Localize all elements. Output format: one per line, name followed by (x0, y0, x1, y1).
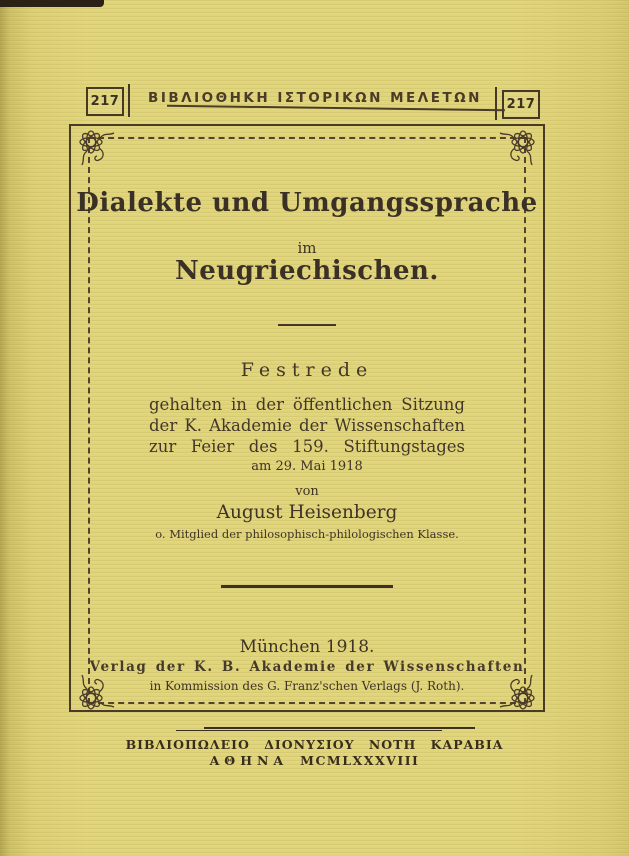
series-number: 217 (506, 97, 536, 112)
reprint-bookshop: ΒΙΒΛΙΟΠΩΛΕΙΟ ΔΙΟΝΥΣΙΟΥ ΝΟΤΗ ΚΑΡΑΒΙΑ (125, 737, 504, 752)
occasion-block (71, 394, 543, 457)
series-number-box-right (502, 90, 540, 119)
imprint-separator-rule (221, 585, 393, 588)
corner-knot-ornament-icon (76, 127, 116, 167)
author-name: August Heisenberg (216, 502, 398, 523)
book-title-line2: im (297, 239, 317, 257)
occasion-line: zur Feier des 159. Stiftungstages (149, 437, 465, 456)
scan-edge-artifact (0, 0, 104, 7)
series-number: 217 (90, 94, 120, 109)
title-frame-border (69, 124, 545, 712)
title-separator-rule (278, 324, 336, 326)
publisher-line: Verlag der K. B. Akademie der Wissenschaften (89, 659, 525, 675)
occasion-line: der K. Akademie der Wissenschaften (149, 416, 465, 435)
genre-heading: Festrede (240, 359, 374, 381)
reprint-rule-top (204, 727, 475, 729)
book-title-line3: Neugriechischen. (175, 256, 439, 286)
byline: von (295, 484, 319, 499)
author-role: o. Mitglied der philosophisch-philologischen Klasse. (155, 527, 459, 541)
reprint-city-year (0, 753, 629, 768)
occasion-line: gehalten in der öffentlichen Sitzung (149, 395, 465, 414)
reprint-city: ΑΘΗΝΑ (209, 753, 289, 768)
series-number-box-left (86, 87, 124, 116)
corner-knot-ornament-icon (498, 127, 538, 167)
reprint-year-roman: MCMLXXXVIII (300, 753, 420, 768)
commission-line: in Kommission des G. Franz'schen Verlags (J. Roth). (149, 679, 465, 693)
reprint-rule-bottom (176, 730, 442, 731)
imprint-city-year: München 1918. (239, 637, 375, 657)
speech-date: am 29. Mai 1918 (251, 459, 363, 474)
series-number-box-right-tick (495, 87, 497, 120)
book-title-line1: Dialekte und Umgangssprache (76, 188, 538, 218)
series-title: ΒΙΒΛΙΟΘΗΚΗ ΙΣΤΟΡΙΚΩΝ ΜΕΛΕΤΩΝ (148, 90, 482, 106)
